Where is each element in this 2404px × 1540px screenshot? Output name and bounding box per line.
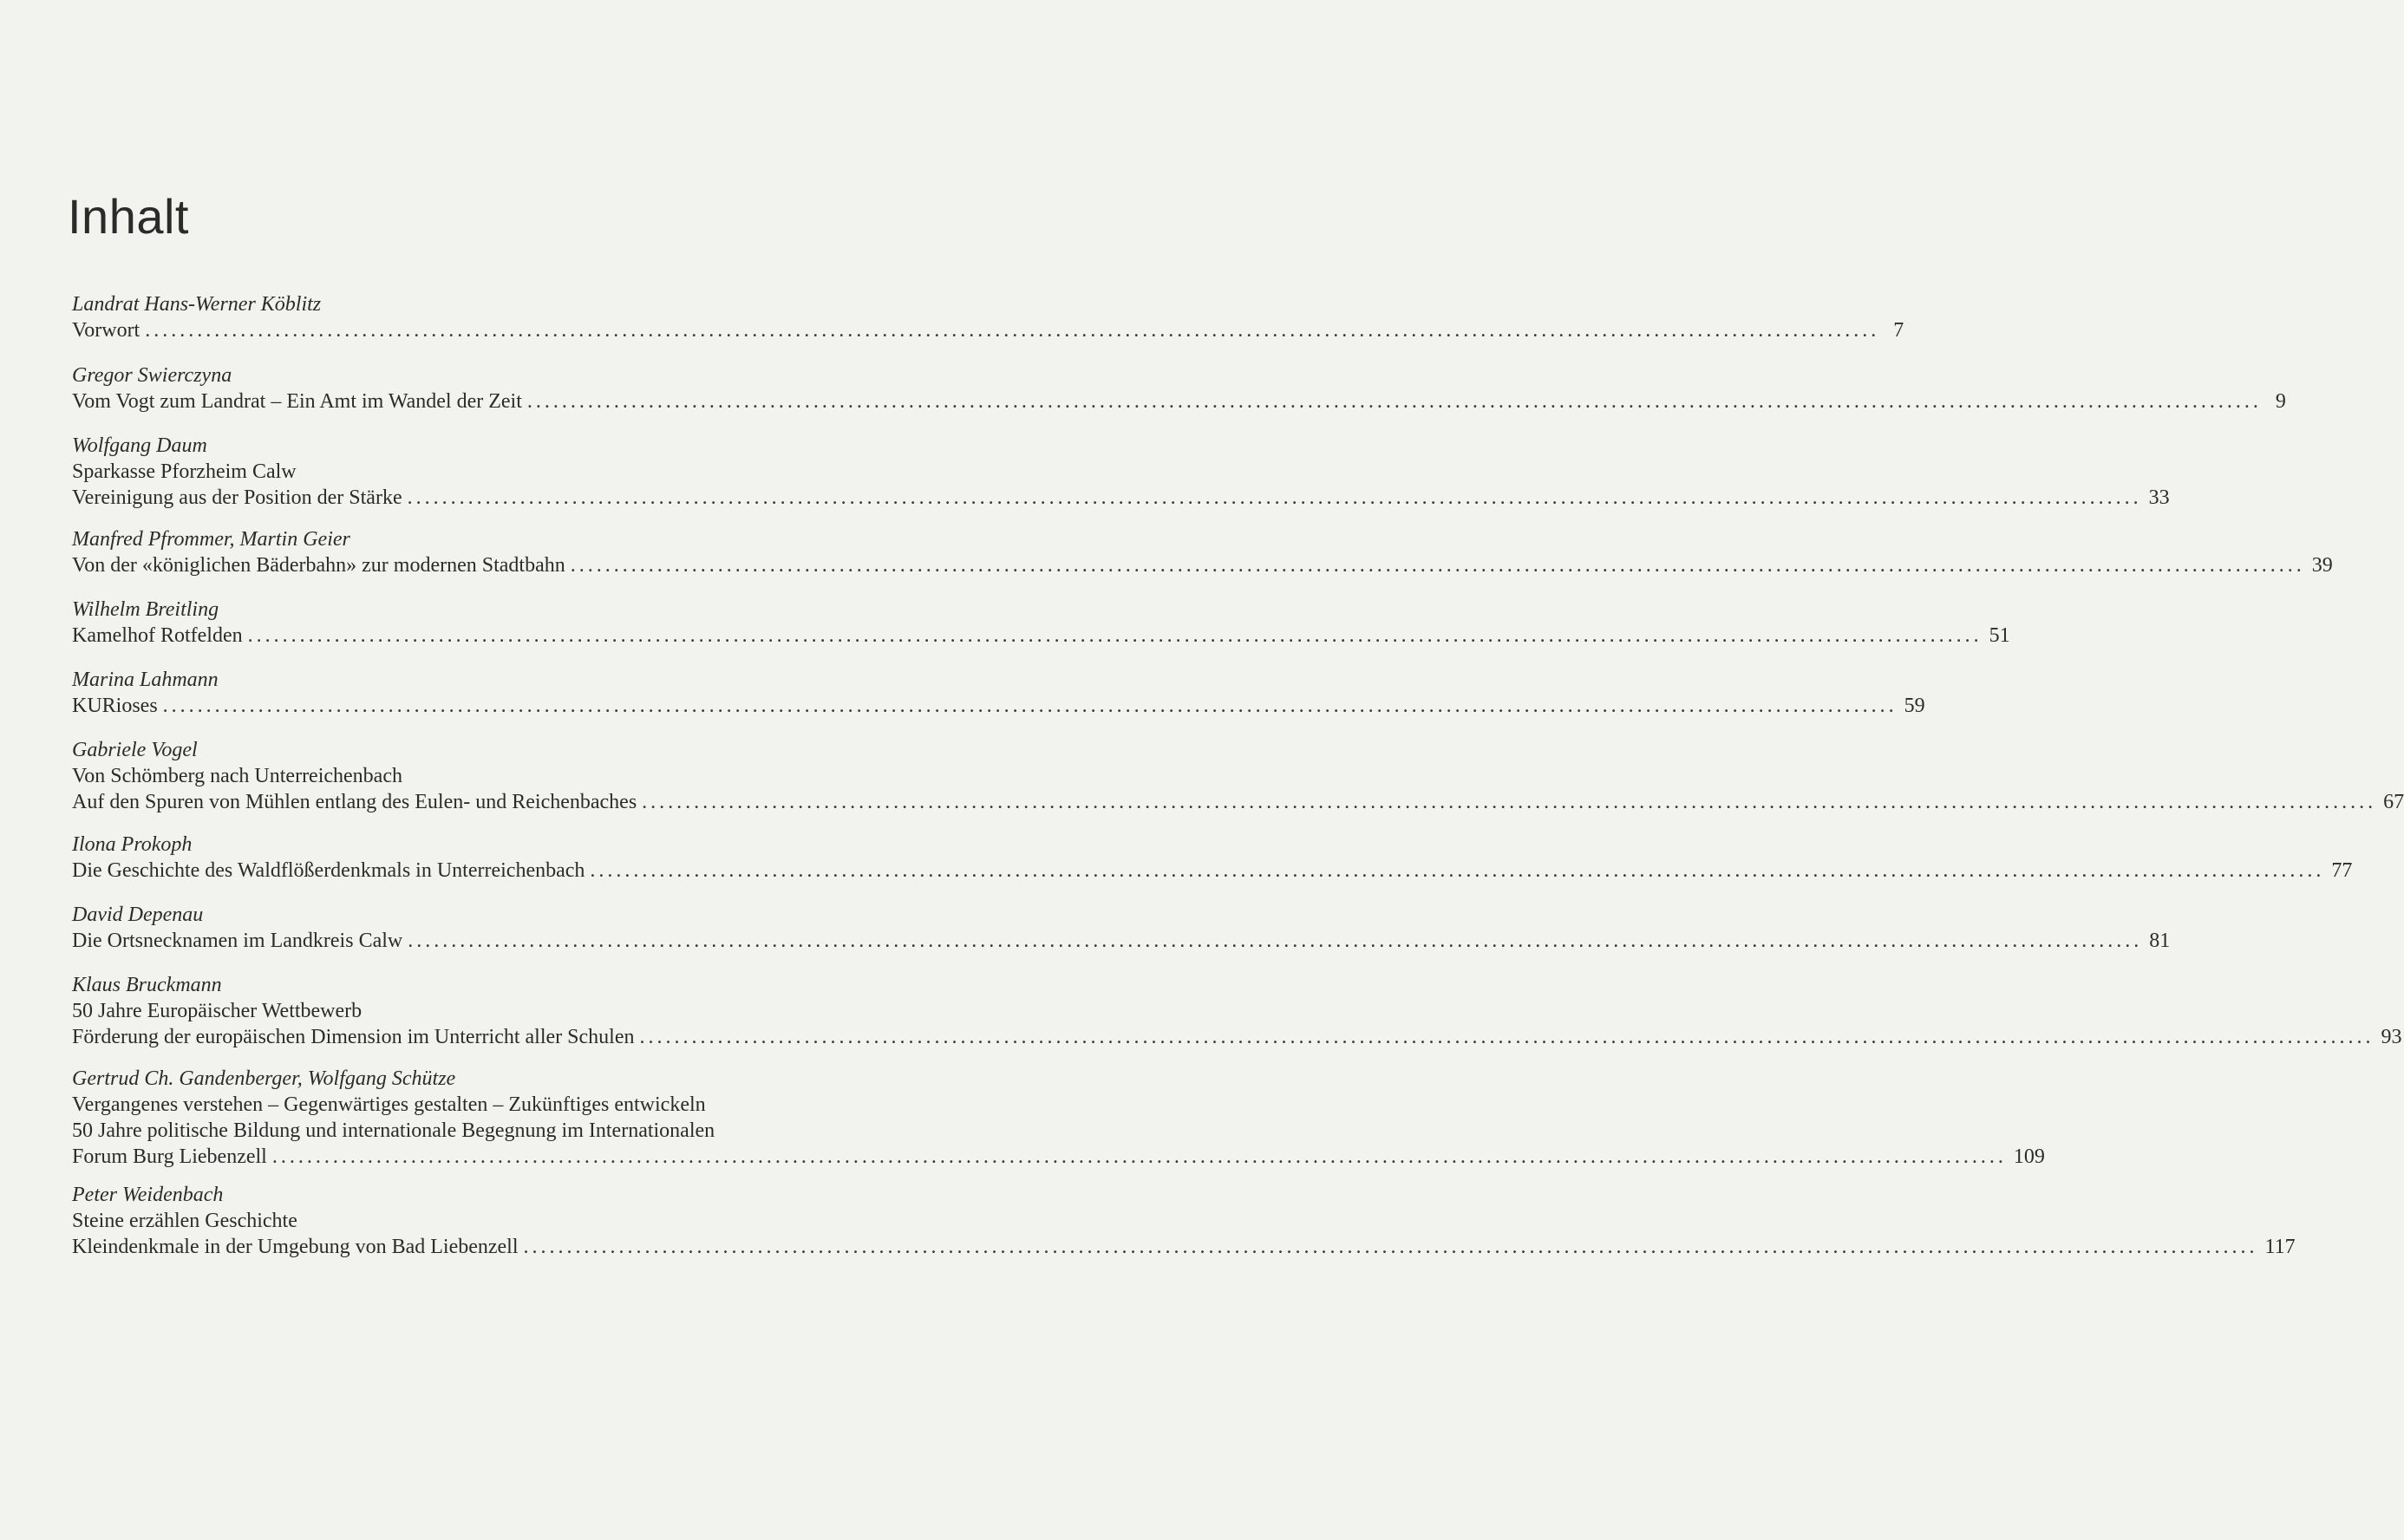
dot-leader: ........................................................................................................................................................................................................ [408,930,2143,952]
toc-title-line[interactable] [72,317,1904,343]
toc-title: Vom Vogt zum Landrat – Ein Amt im Wandel der Zeit [72,390,522,413]
toc-title: Auf den Spuren von Mühlen entlang des Eulen- und Reichenbaches [72,791,637,813]
toc-author: Manfred Pfrommer, Martin Geier [72,528,350,551]
toc-title: Forum Burg Liebenzell [72,1145,267,1168]
toc-subtitle: Vergangenes verstehen – Gegenwärtiges gestalten – Zukünftiges entwickeln [72,1093,706,1116]
toc-page-number: 81 [2149,930,2171,952]
toc-title-line[interactable] [72,623,2010,649]
toc-title-line[interactable] [72,1024,2402,1050]
dot-leader: ........................................................................................................................................................................................................ [642,791,2377,813]
toc-entry [72,902,2171,954]
toc-entry [72,737,2404,815]
toc-title-line[interactable] [72,1144,2045,1170]
toc-author: Ilona Prokoph [72,833,193,856]
toc-subtitle: 50 Jahre Europäischer Wettbewerb [72,1000,363,1022]
toc-entry [72,667,1925,719]
toc-page-number: 77 [2331,859,2353,882]
toc-page-number: 7 [1893,319,1904,342]
toc-title: Kleindenkmale in der Umgebung von Bad Liebenzell [72,1236,519,1258]
toc-page-number: 93 [2381,1026,2402,1048]
toc-title: Vereinigung aus der Position der Stärke [72,486,402,509]
toc-author: Marina Lahmann [72,669,219,691]
toc-entry [72,1066,2045,1170]
toc-title: Vorwort [72,319,140,342]
toc-entry [72,362,2286,414]
dot-leader: ........................................................................................................................................................................................................ [247,624,1983,647]
toc-author: Klaus Bruckmann [72,974,222,996]
toc-entry [72,526,2333,578]
toc-entry [72,1182,2296,1260]
toc-title: Förderung der europäischen Dimension im Unterricht aller Schulen [72,1026,635,1048]
toc-title-line[interactable] [72,928,2171,954]
toc-title-line[interactable] [72,485,2170,511]
dot-leader: ........................................................................................................................................................................................................ [526,390,2262,413]
toc-entry [72,433,2170,511]
toc-author: Gabriele Vogel [72,739,198,761]
toc-title-line[interactable] [72,789,2404,815]
dot-leader: ........................................................................................................................................................................................................ [145,319,1880,342]
dot-leader: ........................................................................................................................................................................................................ [271,1145,2007,1168]
toc-entry [72,972,2402,1050]
toc-page-number: 9 [2275,390,2286,413]
toc-page-number: 51 [1989,624,2010,647]
dot-leader: ........................................................................................................................................................................................................ [639,1026,2375,1048]
toc-entry [72,291,1904,343]
toc-author: Peter Weidenbach [72,1184,224,1206]
toc-author: Wolfgang Daum [72,434,207,457]
toc-title: Von der «königlichen Bäderbahn» zur modernen Stadtbahn [72,554,565,577]
toc-title: Kamelhof Rotfelden [72,624,243,647]
toc-title: KURioses [72,695,158,717]
toc-page-number: 39 [2311,554,2333,577]
dot-leader: ........................................................................................................................................................................................................ [162,695,1898,717]
toc-entry [72,832,2353,884]
toc-title-line[interactable] [72,693,1925,719]
toc-author: Gregor Swierczyna [72,364,232,387]
toc-title-line[interactable] [72,858,2353,884]
dot-leader: ........................................................................................................................................................................................................ [523,1236,2258,1258]
toc-subtitle: Von Schömberg nach Unterreichenbach [72,765,402,787]
toc-entry [72,597,2010,649]
toc-title-line[interactable] [72,1234,2296,1260]
toc-title: Die Ortsnecknamen im Landkreis Calw [72,930,403,952]
toc-title: Die Geschichte des Waldflößerdenkmals in Unterreichenbach [72,859,585,882]
toc-title-line[interactable] [72,552,2333,578]
toc-subtitle: Steine erzählen Geschichte [72,1210,297,1232]
toc-author: Gertrud Ch. Gandenberger, Wolfgang Schütze [72,1067,456,1090]
toc-page-number: 59 [1904,695,1925,717]
dot-leader: ........................................................................................................................................................................................................ [570,554,2305,577]
toc-subtitle: Sparkasse Pforzheim Calw [72,460,297,483]
toc-page-number: 117 [2264,1236,2296,1258]
dot-leader: ........................................................................................................................................................................................................ [590,859,2325,882]
toc-author: Wilhelm Breitling [72,598,219,621]
toc-author: Landrat Hans-Werner Köblitz [72,293,322,316]
page-title: Inhalt [68,189,189,244]
toc-page-number: 109 [2013,1145,2045,1168]
toc-page-number: 67 [2383,791,2404,813]
toc-subtitle: 50 Jahre politische Bildung und internationale Begegnung im Internationalen [72,1119,715,1142]
dot-leader: ........................................................................................................................................................................................................ [407,486,2142,509]
toc-page-number: 33 [2148,486,2170,509]
toc-author: David Depenau [72,904,204,926]
toc-title-line[interactable] [72,388,2286,414]
